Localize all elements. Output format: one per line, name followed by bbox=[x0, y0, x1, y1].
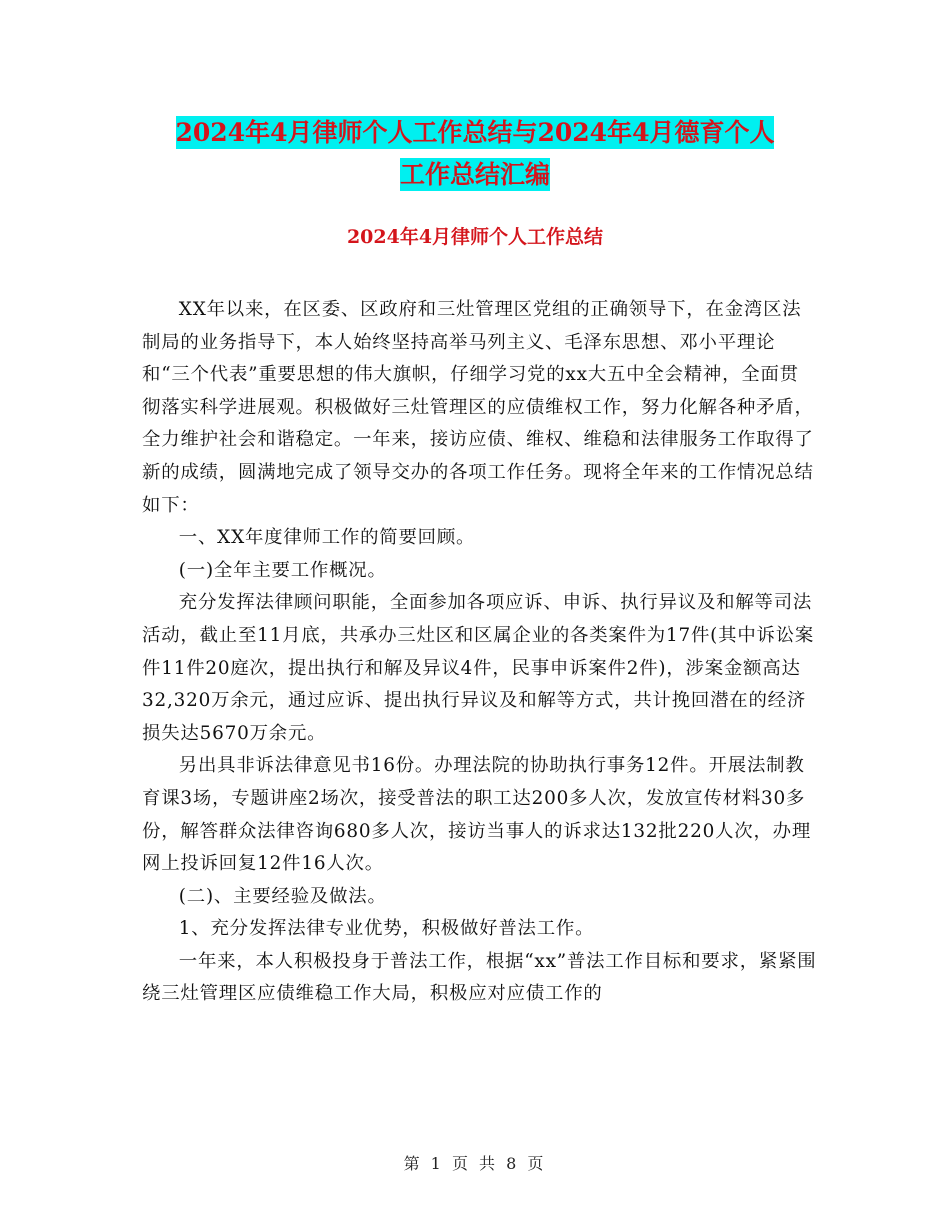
paragraph-legal-education: 一年来，本人积极投身于普法工作，根据“xx”普法工作目标和要求，紧紧围绕三灶管理区应债维稳工作大局，积极应对应债工作的 bbox=[142, 950, 817, 1005]
paragraph-point-1: 1、充分发挥法律专业优势，积极做好普法工作。 bbox=[178, 918, 595, 940]
section-title: 2024年4月律师个人工作总结 bbox=[346, 226, 604, 248]
paragraph-intro: XX年以来，在区委、区政府和三灶管理区党组的正确领导下，在金湾区法制局的业务指导下，本人始终坚持高举马列主义、毛泽东思想、邓小平理论和“三个代表”重要思想的伟大旗帜，仔细学习党的xx大五中全会精神，全面贯彻落实科学进展观。积极做好三灶管理区的应债维权工作，努力化解各种矛盾，全力维护社会和谐稳定。一年来，接访应债、维权、维稳和法律服务工作取得了新的成绩，圆满地完成了领导交办的各项工作任务。现将全年来的工作情况总结如下： bbox=[142, 299, 814, 516]
document-title-line-1: 2024年4月律师个人工作总结与2024年4月德育个人 bbox=[175, 118, 775, 147]
paragraph-heading-1: 一、XX年度律师工作的简要回顾。 bbox=[178, 527, 476, 549]
paragraph-other-work: 另出具非诉法律意见书16份。办理法院的协助执行事务12件。开展法制教育课3场，专题讲座2场次，接受普法的职工达200多人次，发放宣传材料30多份，解答群众法律咨询680多人次，接访当事人的诉求达132批220人次，办理网上投诉回复12件16人次。 bbox=[142, 755, 812, 875]
paragraph-cases: 充分发挥法律顾问职能，全面参加各项应诉、申诉、执行异议及和解等司法活动，截止至11月底，共承办三灶区和区属企业的各类案件为17件(其中诉讼案件11件20庭次，提出执行和解及异议4件，民事申诉案件2件)，涉案金额高达32,320万余元，通过应诉、提出执行异议及和解等方式，共计挽回潜在的经济损失达5670万余元。 bbox=[142, 592, 815, 744]
page-number-footer: 第 1 页 共 8 页 bbox=[403, 1154, 547, 1173]
document-body bbox=[142, 294, 818, 1011]
paragraph-heading-1-1: (一)全年主要工作概况。 bbox=[178, 559, 387, 581]
paragraph-heading-1-2: (二)、主要经验及做法。 bbox=[178, 885, 387, 907]
document-title bbox=[140, 112, 810, 196]
document-title-line-2: 工作总结汇编 bbox=[399, 160, 550, 189]
